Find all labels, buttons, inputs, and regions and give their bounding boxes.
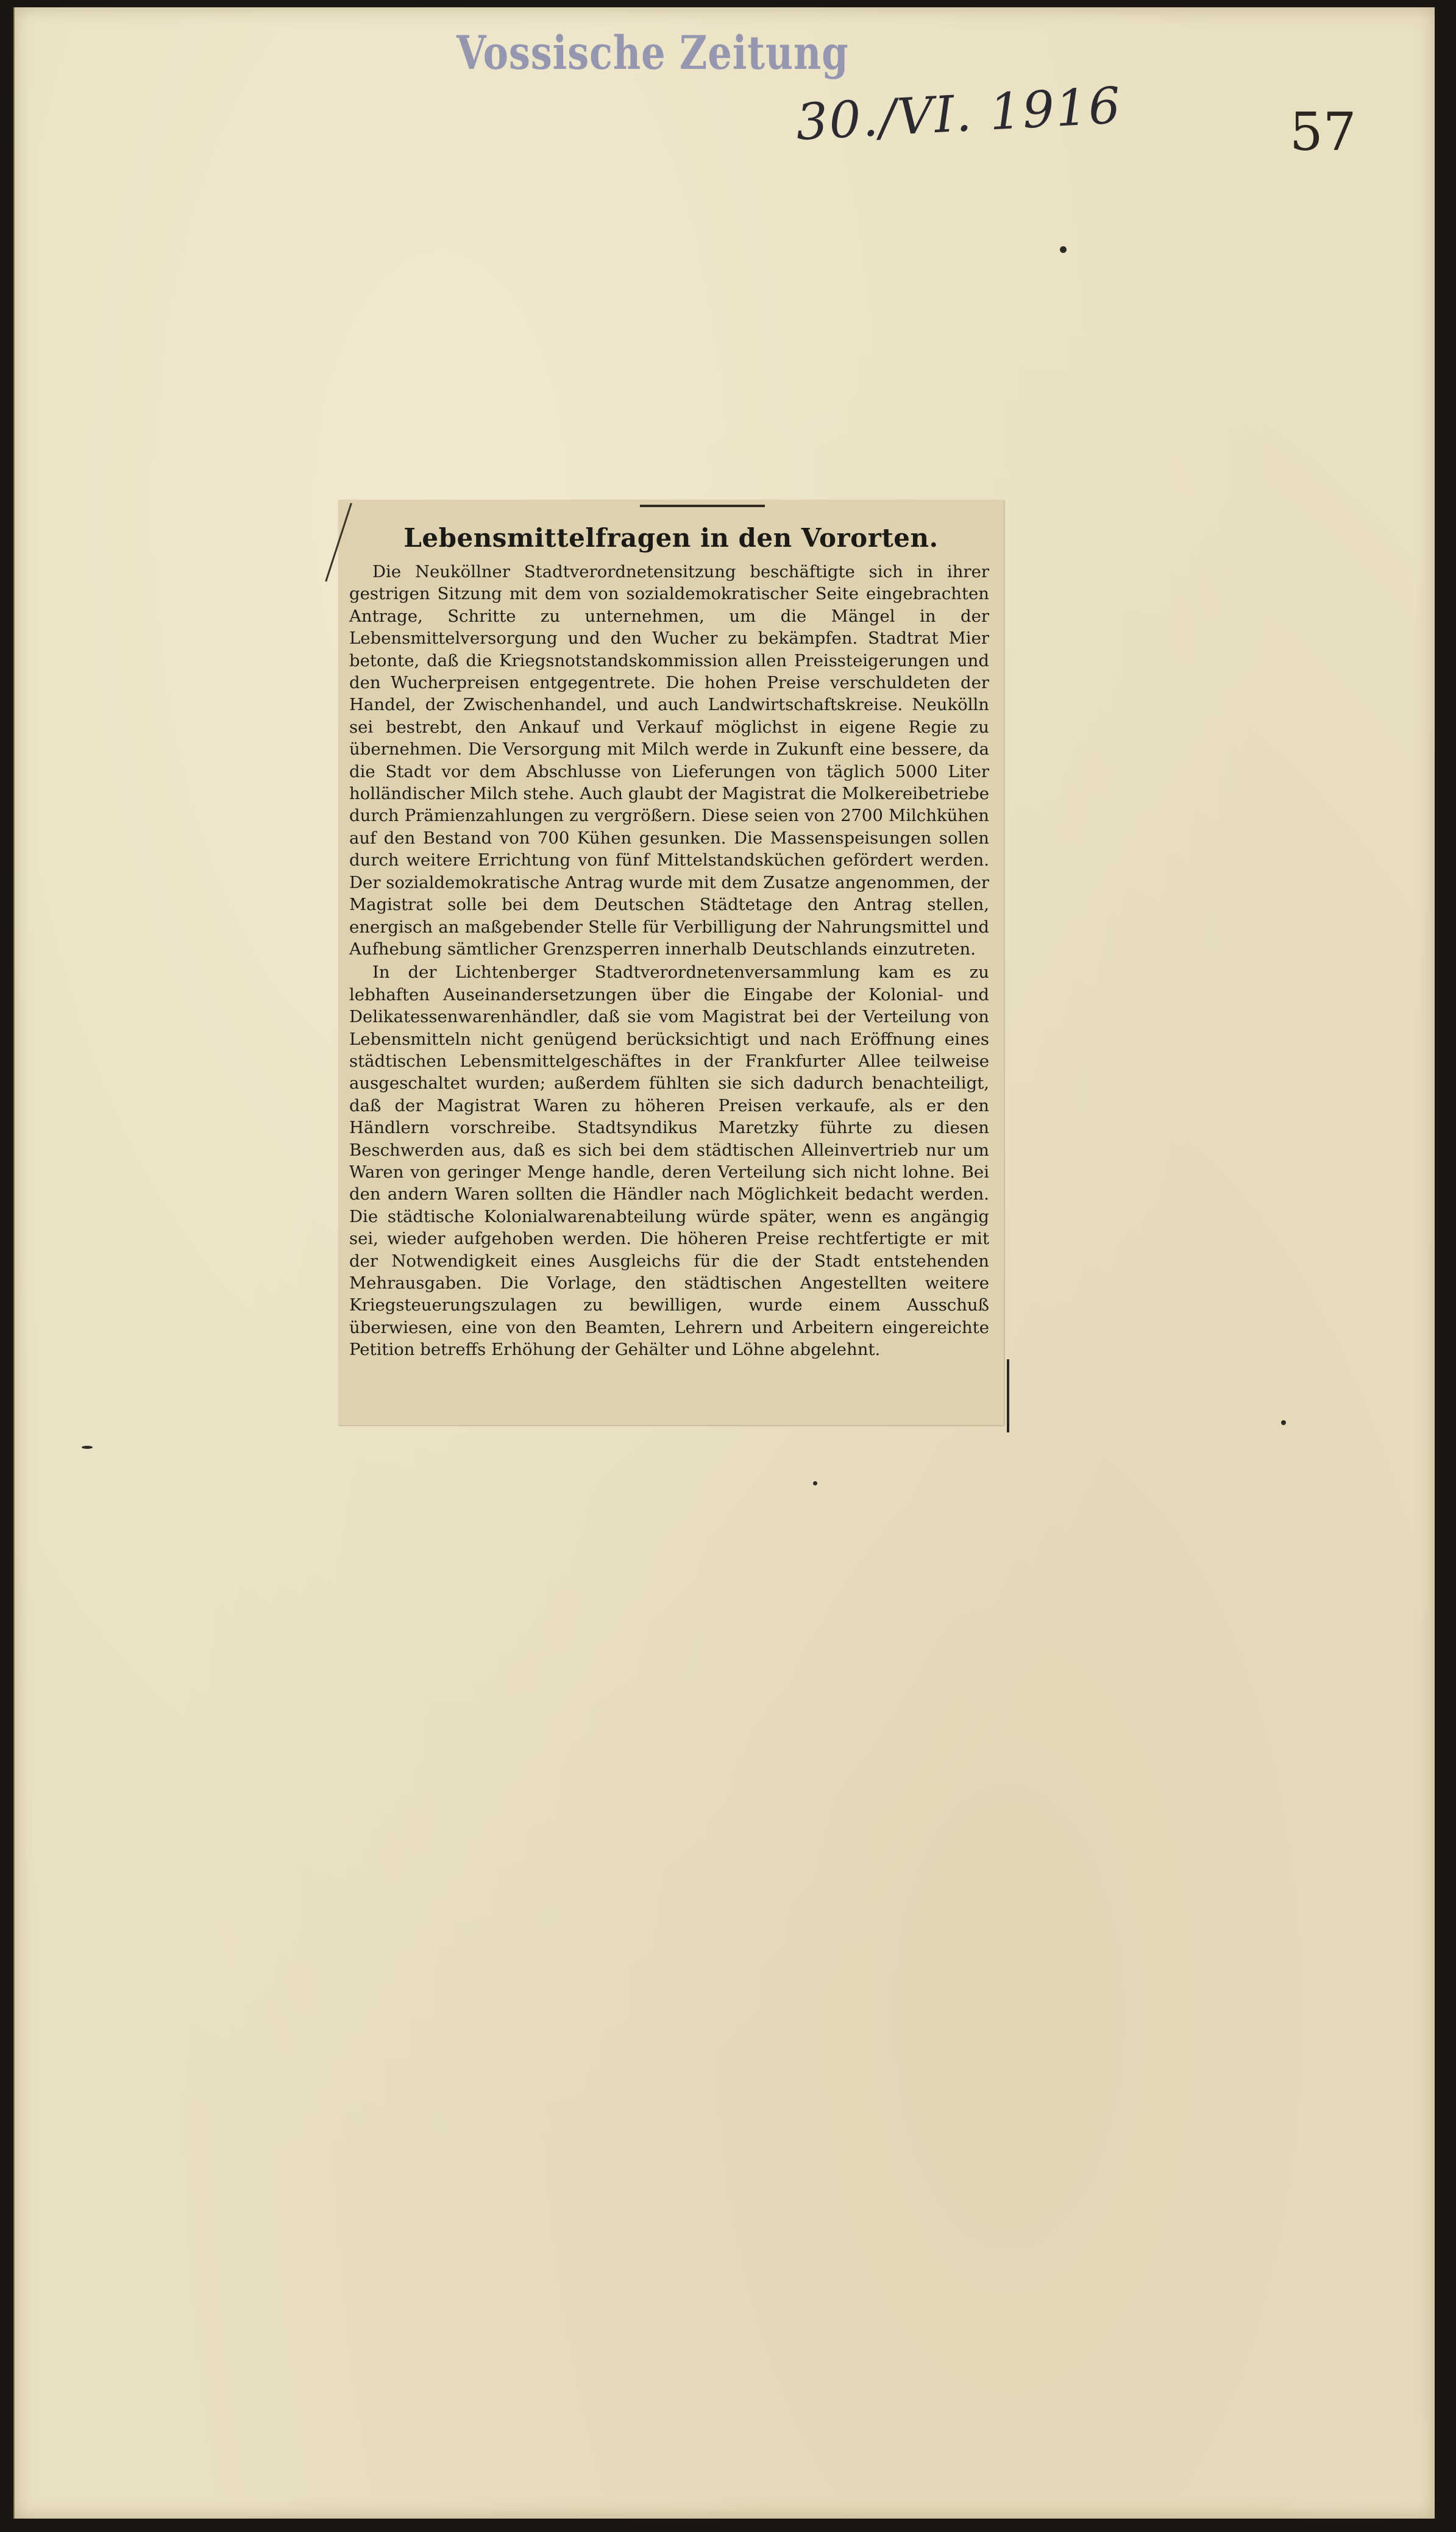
clipping-article — [349, 561, 989, 1361]
newspaper-stamp: Vossische Zeitung — [456, 26, 849, 80]
clipping-edge-mark — [1007, 1359, 1009, 1432]
paper-speck — [1281, 1420, 1286, 1425]
paper-speck — [813, 1481, 817, 1485]
paper-speck — [82, 1446, 93, 1449]
page-number: 57 — [1290, 102, 1357, 163]
handwritten-date: 30./VI. 1916 — [794, 77, 1123, 152]
paper-speck — [1060, 246, 1067, 253]
newspaper-clipping — [338, 500, 1004, 1425]
clipping-headline: Lebensmittelfragen in den Vororten. — [403, 523, 939, 553]
clipping-top-rule — [640, 505, 765, 507]
article-paragraph: Die Neuköllner Stadtverordnetensitzung beschäftigte sich in ihrer gestrigen Sitzung mit dem von sozialdemokratischer Seite eingebrachten Antrage, Schritte zu unternehmen, um die Mängel in der Lebensmittelversorgung und den Wucher zu bekämpfen. Stadtrat Mier betonte, daß die Kriegsnotstandskommission allen Preissteigerungen und den Wucherpreisen entgegentrete. Die hohen Preise verschuldeten der Handel, der Zwischenhandel, und auch Landwirtschaftskreise. Neukölln sei bestrebt, den Ankauf und Verkauf möglichst in eigene Regie zu übernehmen. Die Versorgung mit Milch werde in Zukunft eine bessere, da die Stadt vor dem Abschlusse von Lieferungen von täglich 5000 Liter holländischer Milch stehe. Auch glaubt der Magistrat die Molkereibetriebe durch Prämienzahlungen zu vergrößern. Diese seien von 2700 Milchkühen auf den Bestand von 700 Kühen gesunken. Die Massenspeisungen sollen durch weitere Errichtung von fünf Mittelstandsküchen gefördert werden. Der sozialdemokratische Antrag wurde mit dem Zusatze angenommen, der Magistrat solle bei dem Deutschen Städtetage den Antrag stellen, energisch an maßgebender Stelle für Verbilligung der Nahrungsmittel und Aufhebung sämtlicher Grenzsperren innerhalb Deutschlands einzutreten. — [349, 562, 989, 959]
article-paragraph: In der Lichtenberger Stadtverordnetenversammlung kam es zu lebhaften Auseinandersetzungen über die Eingabe der Kolonial- und Delikatessenwarenhändler, daß sie vom Magistrat bei der Verteilung von Lebensmitteln nicht genügend berücksichtigt und nach Eröffnung eines städtischen Lebensmittelgeschäftes in der Frankfurter Allee teilweise ausgeschaltet wurden; außerdem fühlten sie sich dadurch benachteiligt, daß der Magistrat Waren zu höheren Preisen verkaufe, als er den Händlern vorschreibe. Stadtsyndikus Maretzky führte zu diesen Beschwerden aus, daß es sich bei dem städtischen Alleinvertrieb nur um Waren von geringer Menge handle, deren Verteilung sich nicht lohne. Bei den andern Waren sollten die Händler nach Möglichkeit bedacht werden. Die städtische Kolonialwarenabteilung würde später, wenn es angängig sei, wieder aufgehoben werden. Die höheren Preise rechtfertigte er mit der Notwendigkeit eines Ausgleichs für die der Stadt entstehenden Mehrausgaben. Die Vorlage, den städtischen Angestellten weitere Kriegsteuerungszulagen zu bewilligen, wurde einem Ausschuß überwiesen, eine von den Beamten, Lehrern und Arbeitern eingereichte Petition betreffs Erhöhung der Gehälter und Löhne abgelehnt. — [349, 962, 989, 1360]
